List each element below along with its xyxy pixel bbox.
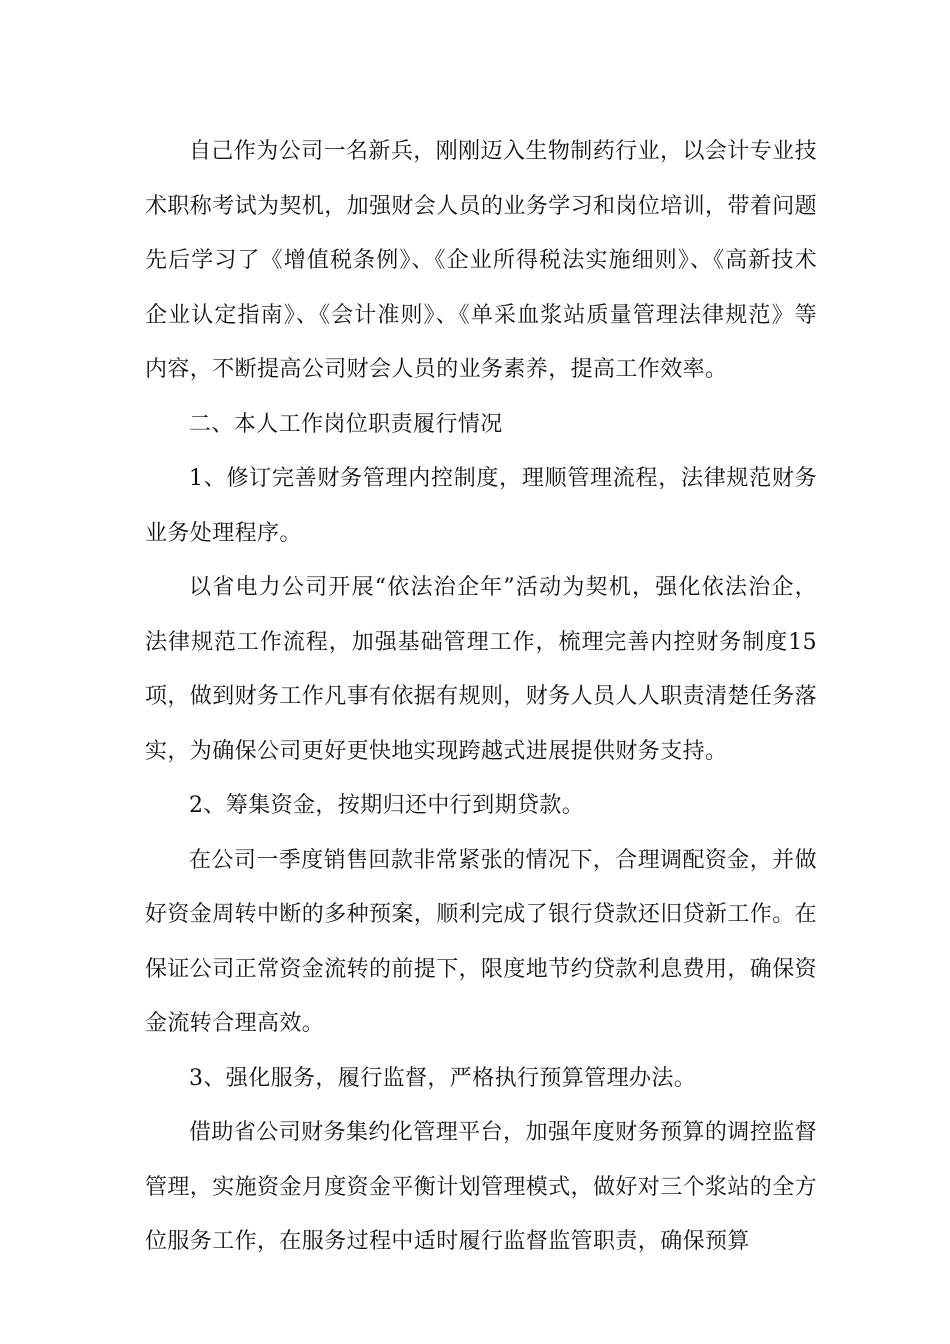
paragraph-internal-control: 以省电力公司开展“依法治企年”活动为契机，强化依法治企，法律规范工作流程，加强基础管理工作，梳理完善内控财务制度15项，做到财务工作凡事有依据有规则，财务人员人人职责清楚任务落实，为确保公司更好更快地实现跨越式进展提供财务支持。 (145, 575, 818, 764)
item-heading-1: 1、修订完善财务管理内控制度，理顺管理流程，法律规范财务业务处理程序。 (145, 466, 817, 546)
paragraph-budget: 借助省公司财务集约化管理平台，加强年度财务预算的调控监督管理，实施资金月度资金平衡计划管理模式，做好对三个浆站的全方位服务工作，在服务过程中适时履行监督监管职责，确保预算 (145, 1120, 818, 1254)
section-heading-duties: 二、本人工作岗位职责履行情况 (189, 411, 503, 437)
item-heading-3: 3、强化服务，履行监督，严格执行预算管理办法。 (189, 1065, 697, 1091)
paragraph-self-study: 自己作为公司一名新兵，刚刚迈入生物制药行业，以会计专业技术职称考试为契机，加强财会人员的业务学习和岗位培训，带着问题先后学习了《增值税条例》、《企业所得税法实施细则》、《高新技术企业认定指南》、《会计准则》、《单采血浆站质量管理法律规范》等内容，不断提高公司财会人员的业务素养，提高工作效率。 (145, 139, 818, 382)
document-body (145, 125, 817, 1270)
paragraph-funding: 在公司一季度销售回款非常紧张的情况下，合理调配资金，并做好资金周转中断的多种预案，顺利完成了银行贷款还旧贷新工作。在保证公司正常资金流转的前提下，限度地节约贷款利息费用，确保资金流转合理高效。 (145, 847, 818, 1036)
item-heading-2: 2、筹集资金，按期归还中行到期贷款。 (189, 793, 585, 818)
